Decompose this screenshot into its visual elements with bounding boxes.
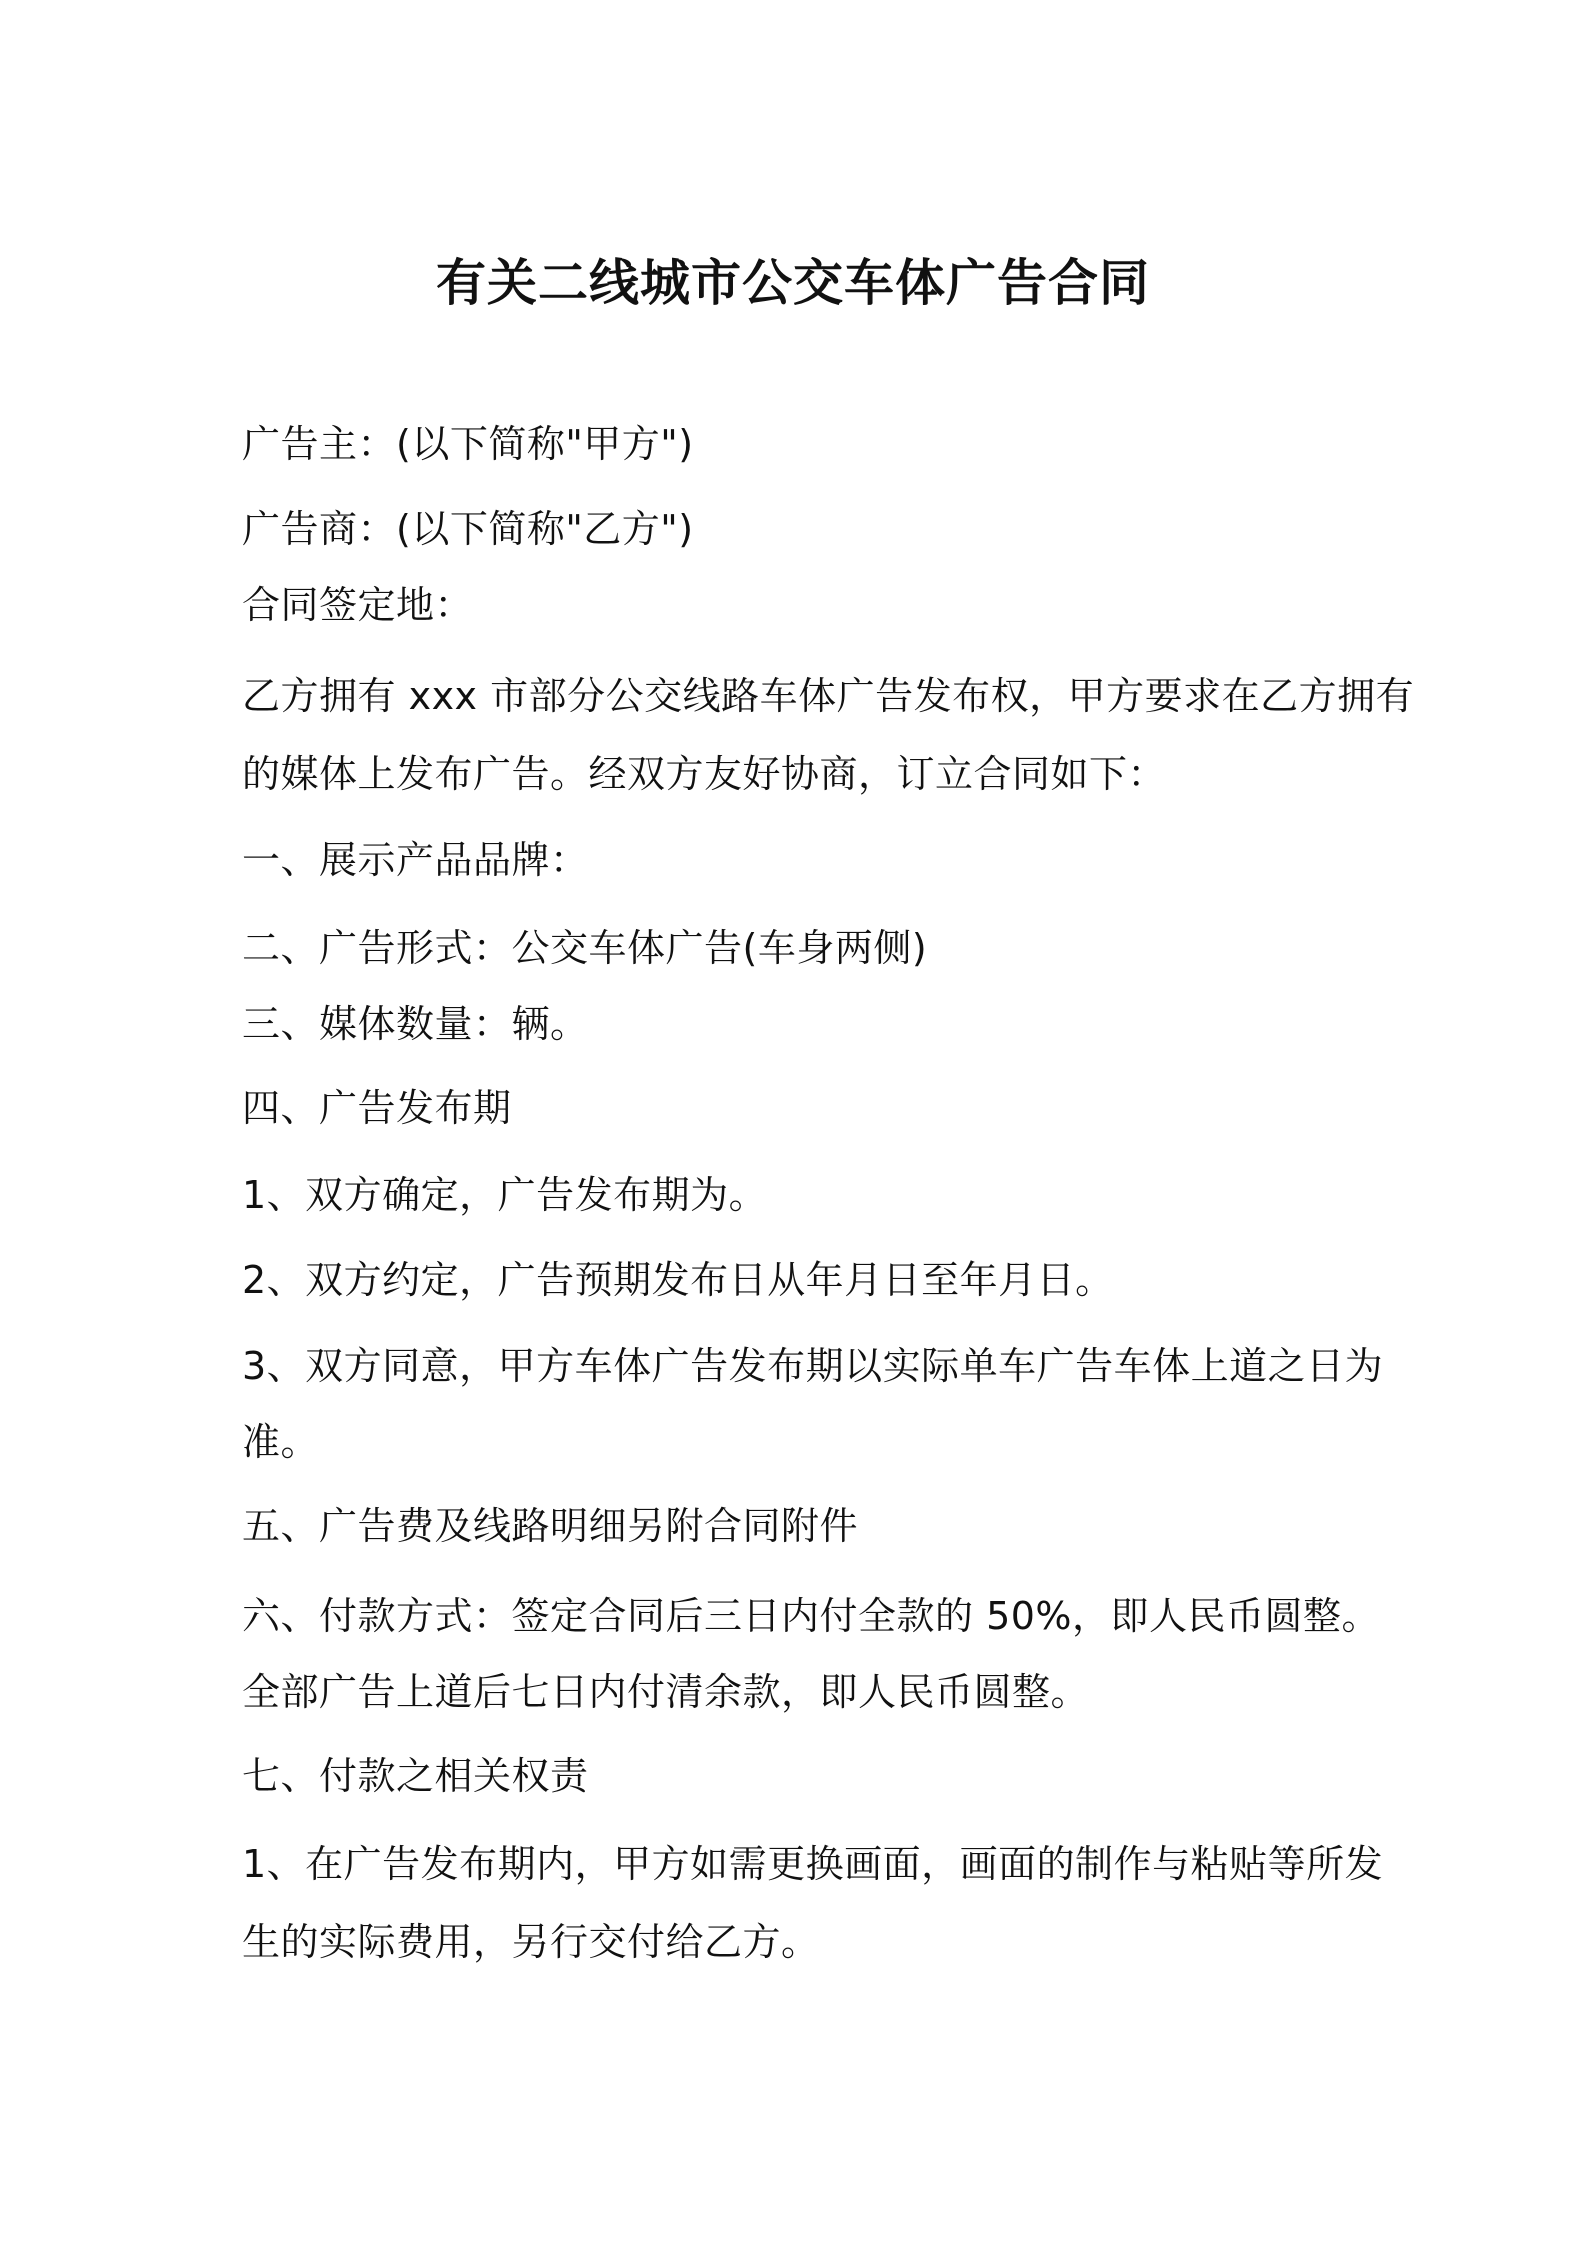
- clause-6-heading: 六、付款方式：签定合同后三日内付全款的 50%，即人民币圆整。: [242, 1594, 1381, 1638]
- party-a-line: 广告主：(以下简称"甲方"): [242, 422, 694, 466]
- clause-4-heading: 四、广告发布期: [242, 1086, 512, 1130]
- clause-1-heading: 一、展示产品品牌：: [242, 838, 589, 882]
- signing-location-line: 合同签定地：: [242, 583, 474, 627]
- paragraph-line: 全部广告上道后七日内付清余款，即人民币圆整。: [242, 1670, 1090, 1714]
- clause-3-heading: 三、媒体数量：辆。: [242, 1002, 589, 1046]
- paragraph-line: 乙方拥有 xxx 市部分公交线路车体广告发布权，甲方要求在乙方拥有: [242, 674, 1415, 718]
- paragraph-line: 的媒体上发布广告。经双方友好协商，订立合同如下：: [242, 752, 1167, 796]
- document-title: 有关二线城市公交车体广告合同: [436, 253, 1150, 312]
- subclause-line: 1、在广告发布期内，甲方如需更换画面，画面的制作与粘贴等所发: [242, 1842, 1384, 1886]
- subclause-line: 准。: [242, 1420, 320, 1464]
- subclause-line: 2、双方约定，广告预期发布日从年月日至年月日。: [242, 1258, 1114, 1302]
- subclause-line: 生的实际费用，另行交付给乙方。: [242, 1920, 820, 1964]
- subclause-line: 3、双方同意，甲方车体广告发布期以实际单车广告车体上道之日为: [242, 1344, 1384, 1388]
- clause-7-heading: 七、付款之相关权责: [242, 1754, 589, 1798]
- clause-5-heading: 五、广告费及线路明细另附合同附件: [242, 1504, 859, 1548]
- clause-2-heading: 二、广告形式：公交车体广告(车身两侧): [242, 926, 928, 970]
- subclause-line: 1、双方确定，广告发布期为。: [242, 1173, 768, 1217]
- party-b-line: 广告商：(以下简称"乙方"): [242, 507, 694, 551]
